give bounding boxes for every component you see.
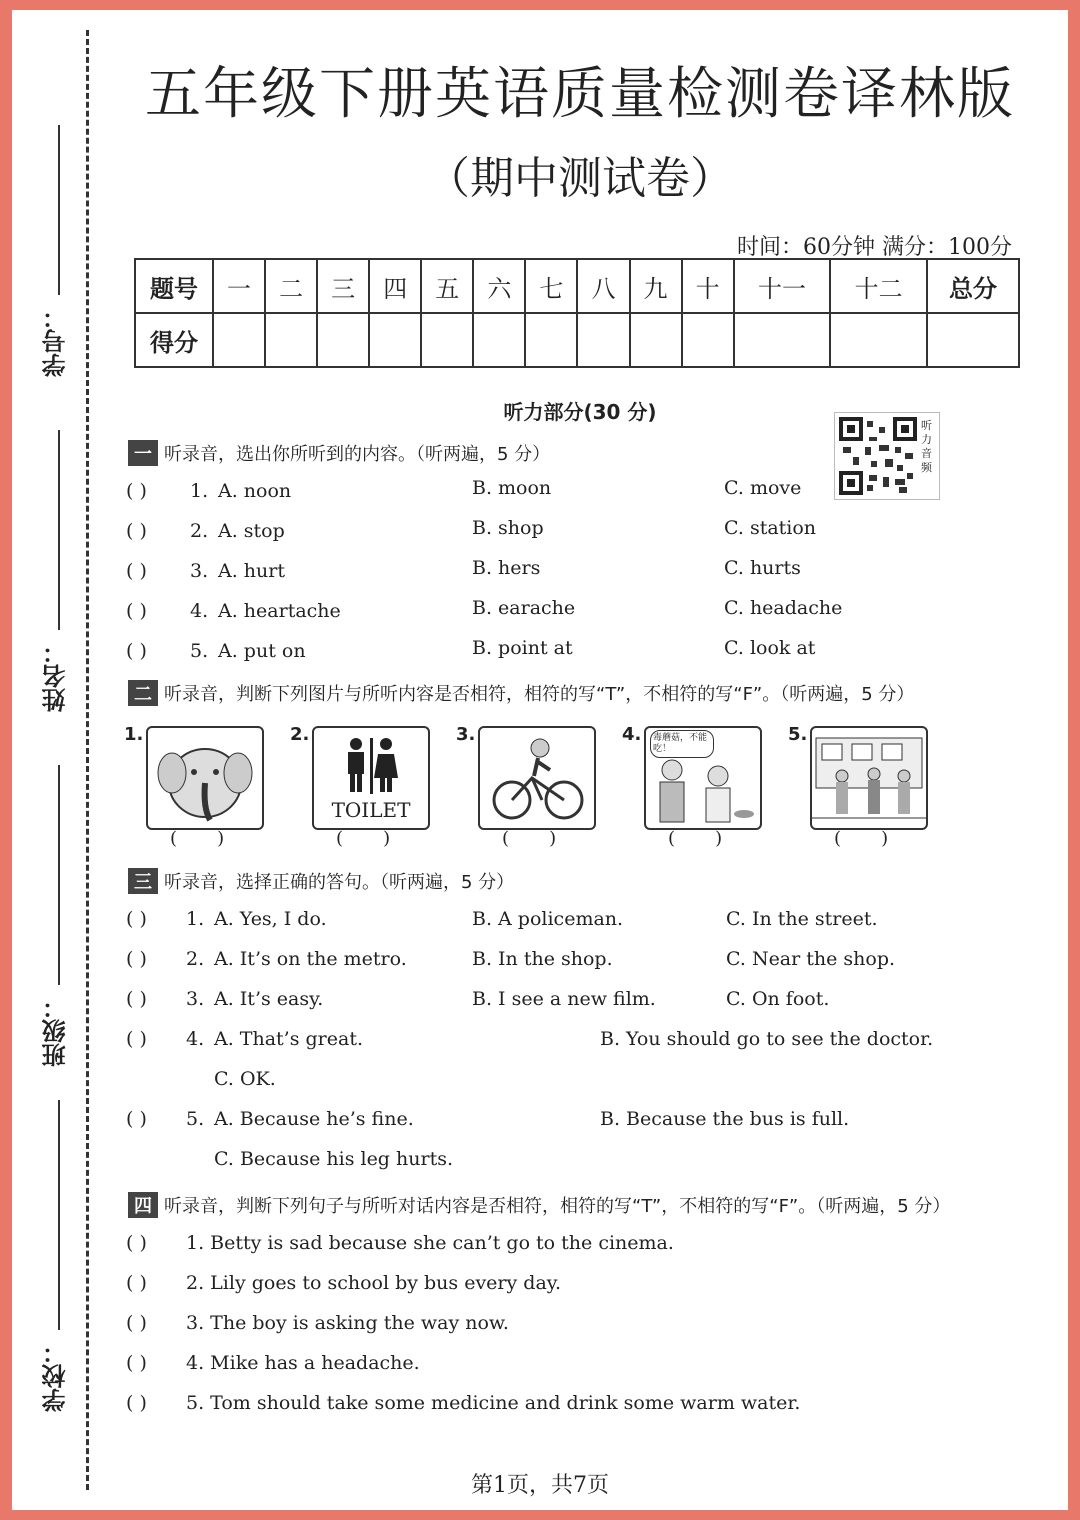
option-c: C. look at (724, 637, 816, 659)
picture-number: 5. (788, 724, 808, 745)
option-a: A. noon (218, 480, 292, 502)
part-one-heading (128, 440, 550, 466)
page-subtitle: （期中测试卷） (426, 153, 734, 204)
qr-caption: 听力音频 (921, 419, 932, 474)
part-instruction: 听录音，选出你所听到的内容。（听两遍，5 分） (164, 444, 551, 465)
option-b: B. I see a new film. (472, 988, 656, 1010)
answer-blank[interactable]: ( ) (126, 1312, 147, 1334)
option-b: B. point at (472, 637, 573, 659)
answer-blank[interactable]: ( ) (126, 640, 147, 662)
girl-cycling-icon (480, 728, 594, 828)
option-c: C. move (724, 477, 802, 499)
score-cell[interactable] (682, 313, 734, 367)
option-a: A. Yes, I do. (214, 908, 327, 930)
score-cell[interactable] (734, 313, 831, 367)
answer-blank[interactable]: ( ) (126, 1272, 147, 1294)
metro-station-icon (812, 728, 926, 828)
score-row (135, 313, 1019, 367)
answer-blank[interactable]: ( ) (834, 828, 889, 849)
picture-elephant (146, 726, 264, 830)
picture-number: 4. (622, 724, 642, 745)
score-header-cell: 二 (265, 259, 317, 313)
statement: 4. Mike has a headache. (186, 1352, 420, 1374)
statement: 3. The boy is asking the way now. (186, 1312, 509, 1334)
answer-blank[interactable]: ( ) (126, 520, 147, 542)
option-b: B. In the shop. (472, 948, 613, 970)
qr-code-icon (839, 417, 917, 495)
option-b: B. hers (472, 557, 541, 579)
score-header-cell: 九 (630, 259, 682, 313)
option-a: A. It’s on the metro. (214, 948, 407, 970)
name-underline (58, 430, 60, 630)
listening-section-title: 听力部分(30 分) (503, 400, 657, 424)
score-header-cell: 十一 (734, 259, 831, 313)
option-a: A. It’s easy. (214, 988, 324, 1010)
score-cell[interactable] (927, 313, 1019, 367)
score-header-cell: 总分 (927, 259, 1019, 313)
option-c: C. OK. (214, 1068, 276, 1090)
toilet-sign-icon (314, 728, 428, 798)
score-table (134, 258, 1020, 368)
part-number: 二 (128, 680, 158, 706)
picture-metro (810, 726, 928, 830)
option-a: A. That’s great. (214, 1028, 363, 1050)
question-number: 5. (190, 640, 209, 662)
score-cell[interactable] (830, 313, 927, 367)
option-a: A. put on (218, 640, 306, 662)
answer-blank[interactable]: ( ) (170, 828, 225, 849)
page-footer: 第1页，共7页 (471, 1473, 609, 1498)
option-b: B. A policeman. (472, 908, 624, 930)
cut-line (86, 30, 89, 1490)
score-cell[interactable] (317, 313, 369, 367)
answer-blank[interactable]: ( ) (502, 828, 557, 849)
score-header-cell: 十二 (830, 259, 927, 313)
toilet-sign-text: TOILET (331, 798, 411, 822)
score-cell[interactable] (473, 313, 525, 367)
picture-number: 3. (456, 724, 476, 745)
class-label: 班级： (42, 995, 70, 1067)
class-underline (58, 765, 60, 985)
score-cell[interactable] (369, 313, 421, 367)
picture-number: 1. (124, 724, 144, 745)
answer-blank[interactable]: ( ) (126, 988, 147, 1010)
option-b: B. You should go to see the doctor. (600, 1028, 934, 1050)
statement: 1. Betty is sad because she can’t go to the cinema. (186, 1232, 674, 1254)
question-number: 1. (186, 908, 205, 930)
option-b: B. Because the bus is full. (600, 1108, 850, 1130)
score-header-cell: 四 (369, 259, 421, 313)
score-cell[interactable] (421, 313, 473, 367)
option-c: C. headache (724, 597, 843, 619)
option-c: C. Because his leg hurts. (214, 1148, 453, 1170)
question-number: 1. (190, 480, 209, 502)
picture-number: 2. (290, 724, 310, 745)
score-header-cell: 六 (473, 259, 525, 313)
question-number: 4. (190, 600, 209, 622)
option-b: B. moon (472, 477, 552, 499)
answer-blank[interactable]: ( ) (668, 828, 723, 849)
option-a: A. heartache (218, 600, 341, 622)
school-label: 学校： (42, 1340, 70, 1412)
picture-toilet (312, 726, 430, 830)
option-c: C. Near the shop. (726, 948, 896, 970)
question-number: 5. (186, 1108, 205, 1130)
option-a: A. hurt (218, 560, 285, 582)
score-header-cell: 三 (317, 259, 369, 313)
time-score-info: 时间：60分钟 满分：100分 (737, 235, 1012, 260)
score-header-cell: 十 (682, 259, 734, 313)
option-c: C. In the street. (726, 908, 878, 930)
part-instruction: 听录音，选择正确的答句。（听两遍，5 分） (164, 872, 515, 893)
answer-blank[interactable]: ( ) (126, 1232, 147, 1254)
part-instruction: 听录音，判断下列图片与所听内容是否相符，相符的写“T”，不相符的写“F”。（听两遍，5 分） (164, 684, 915, 705)
score-cell[interactable] (525, 313, 577, 367)
part-number: 三 (128, 868, 158, 894)
part-number: 四 (128, 1192, 158, 1218)
answer-blank[interactable]: ( ) (336, 828, 391, 849)
part-four-heading (128, 1192, 950, 1218)
name-label: 姓名： (42, 640, 70, 712)
answer-blank[interactable]: ( ) (126, 908, 147, 930)
question-number: 4. (186, 1028, 205, 1050)
id-underline (58, 125, 60, 295)
answer-blank[interactable]: ( ) (126, 1028, 147, 1050)
part-three-heading (128, 868, 514, 894)
student-id-label: 学号： (42, 305, 70, 377)
answer-blank[interactable]: ( ) (126, 560, 147, 582)
statement: 2. Lily goes to school by bus every day. (186, 1272, 562, 1294)
option-b: B. shop (472, 517, 544, 539)
score-header-cell: 七 (525, 259, 577, 313)
part-instruction: 听录音，判断下列句子与所听对话内容是否相符，相符的写“T”，不相符的写“F”。（听两遍，5 分） (164, 1196, 951, 1217)
question-number: 2. (186, 948, 205, 970)
question-number: 3. (186, 988, 205, 1010)
part-two-heading (128, 680, 914, 706)
score-header-row (135, 259, 1019, 313)
page-title: 五年级下册英语质量检测卷译林版 (145, 62, 1015, 127)
score-cell[interactable] (577, 313, 629, 367)
option-a: A. stop (218, 520, 285, 542)
answer-blank[interactable]: ( ) (126, 948, 147, 970)
part-number: 一 (128, 440, 158, 466)
option-c: C. station (724, 517, 817, 539)
score-cell[interactable] (265, 313, 317, 367)
score-cell[interactable] (213, 313, 265, 367)
option-c: C. On foot. (726, 988, 830, 1010)
speech-bubble: 毒蘑菇，不能吃！ (650, 730, 714, 758)
school-underline (58, 1100, 60, 1330)
elephant-icon (148, 728, 262, 828)
score-cell[interactable] (630, 313, 682, 367)
question-number: 3. (190, 560, 209, 582)
answer-blank[interactable]: ( ) (126, 1392, 147, 1414)
statement: 5. Tom should take some medicine and drink some warm water. (186, 1392, 801, 1414)
option-c: C. hurts (724, 557, 801, 579)
score-header-cell: 题号 (135, 259, 213, 313)
option-b: B. earache (472, 597, 576, 619)
picture-mushroom (644, 726, 762, 830)
answer-blank[interactable]: ( ) (126, 1352, 147, 1374)
qr-code[interactable] (834, 412, 940, 500)
option-a: A. Because he’s fine. (214, 1108, 414, 1130)
answer-blank[interactable]: ( ) (126, 1108, 147, 1130)
picture-cycling (478, 726, 596, 830)
question-number: 2. (190, 520, 209, 542)
answer-blank[interactable]: ( ) (126, 480, 147, 502)
score-row-label: 得分 (135, 313, 213, 367)
score-header-cell: 八 (577, 259, 629, 313)
score-header-cell: 一 (213, 259, 265, 313)
score-header-cell: 五 (421, 259, 473, 313)
answer-blank[interactable]: ( ) (126, 600, 147, 622)
